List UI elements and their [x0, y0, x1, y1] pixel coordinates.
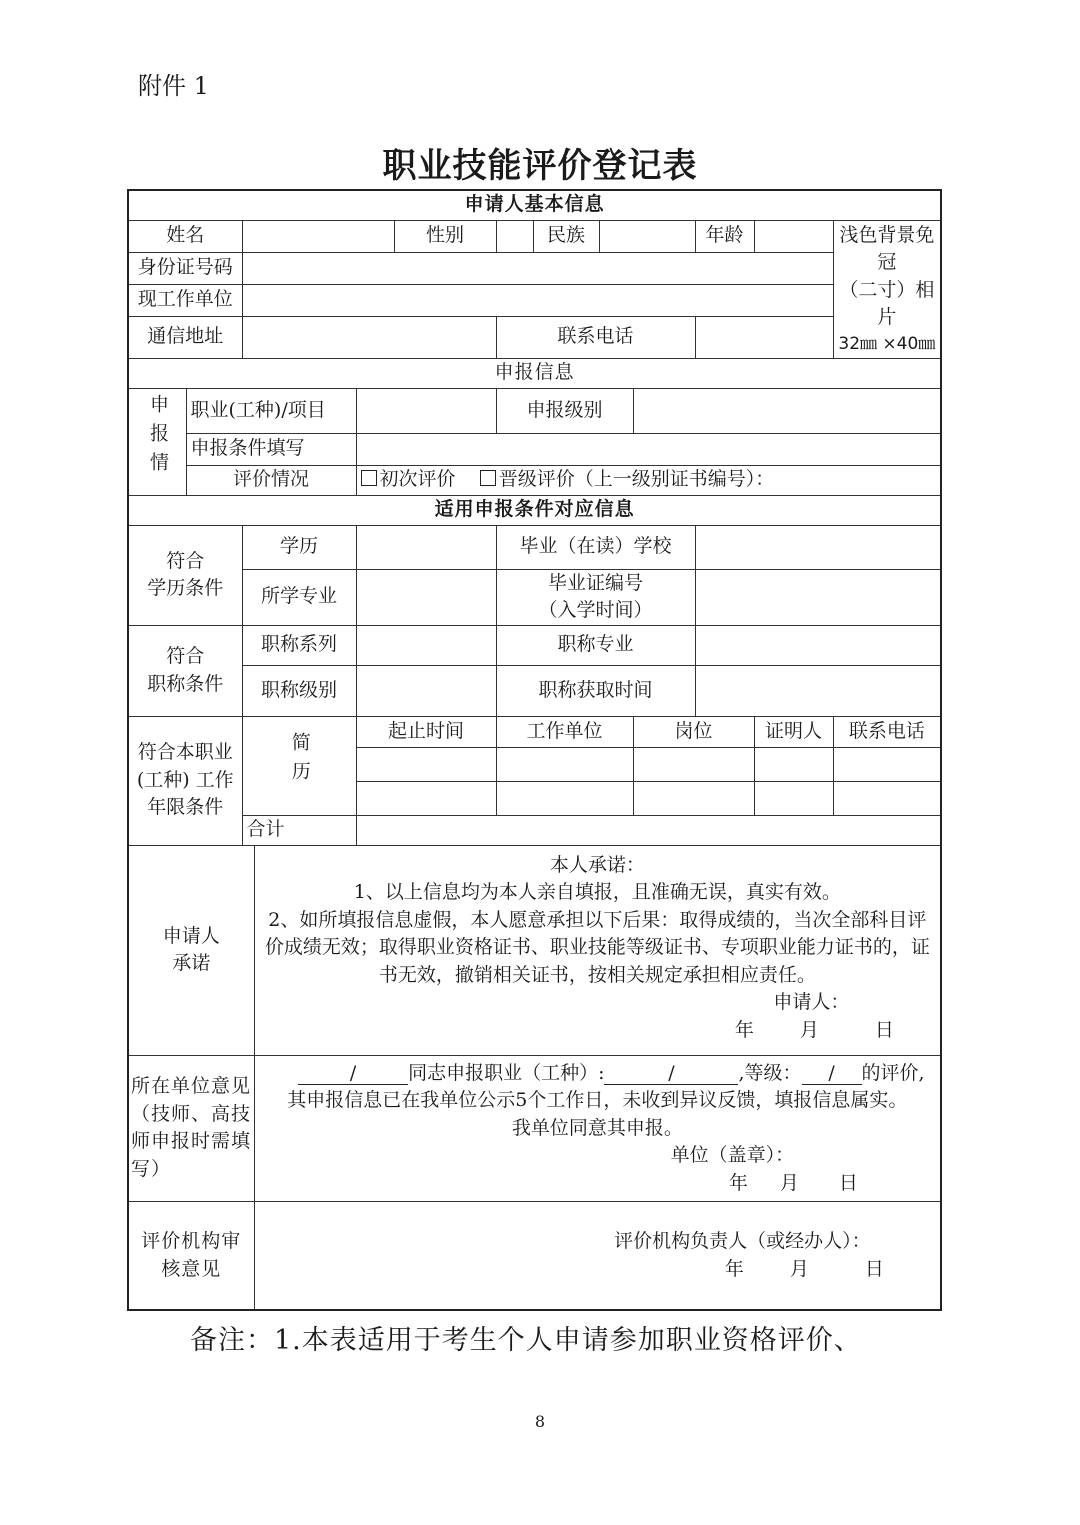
work-group-label: 符合本职业 (工种) 工作 年限条件 [128, 716, 242, 845]
pledge-heading: 本人承诺： [549, 853, 645, 876]
upgrade-eval-checkbox[interactable]: 晋级评价（上一级别证书编号）： [480, 468, 775, 490]
employer-label: 现工作单位 [128, 284, 242, 316]
work-unit-header: 工作单位 [496, 716, 633, 747]
conditions-field[interactable] [356, 433, 941, 465]
unit-opinion-text-d: 其申报信息已在我单位公示5个工作日，未收到异议反馈，填报信息属实。 [287, 1089, 908, 1112]
name-field[interactable] [242, 220, 394, 252]
contact-phone-cell-2[interactable] [833, 781, 941, 815]
period-cell-1[interactable] [356, 747, 496, 781]
resume-label: 简历 [242, 716, 356, 815]
photo-note-line2: （二寸）相片 [839, 278, 935, 329]
attachment-label: 附件 1 [138, 72, 209, 100]
title-major-label: 职称专业 [496, 625, 695, 665]
unit-opinion-label: 所在单位意见（技师、高技师申报时需填写） [128, 1055, 254, 1202]
diploma-label: 毕业证编号 （入学时间） [496, 569, 695, 625]
pledge-date: 年 月 日 [734, 1018, 894, 1041]
unit-name-blank[interactable]: / [298, 1062, 408, 1086]
address-field[interactable] [242, 316, 496, 358]
gender-label: 性别 [394, 220, 496, 252]
photo-note-line1: 浅色背景免冠 [839, 223, 935, 274]
first-eval-checkbox[interactable]: 初次评价 [361, 468, 456, 490]
title-major-field[interactable] [695, 625, 941, 665]
total-label: 合计 [242, 815, 356, 845]
position-cell-2[interactable] [633, 781, 754, 815]
title-level-field[interactable] [356, 665, 496, 716]
evaluation-label: 评价情况 [186, 465, 356, 495]
ethnicity-field[interactable] [599, 220, 695, 252]
ethnicity-label: 民族 [533, 220, 599, 252]
section-conditions: 适用申报条件对应信息 [128, 495, 941, 525]
unit-opinion-block: / 同志申报职业（工种）: / ,等级： / 的评价, 其申报信息已在我单位公示5个工作日，未收到异议反馈，填报信息属实。 我单位同意其申报。 单位（盖章）： 年 月 日 [254, 1055, 941, 1202]
pledge-item-2: 2、如所填报信息虚假，本人愿意承担以下后果：取得成绩的，当次全部科目评价成绩无效；取得职业资格证书、职业技能等级证书、专项职业能力证书的，证书无效，撤销相关证书，按相关规定承担相应责任。 [264, 908, 930, 986]
occupation-blank[interactable]: / [604, 1062, 738, 1086]
education-label: 学历 [242, 525, 356, 569]
age-label: 年龄 [695, 220, 754, 252]
review-date: 年 月 日 [724, 1257, 884, 1280]
contact-phone-header: 联系电话 [833, 716, 941, 747]
diploma-field[interactable] [695, 569, 941, 625]
conditions-label: 申报条件填写 [186, 433, 356, 465]
title-series-field[interactable] [356, 625, 496, 665]
level-label: 申报级别 [496, 388, 633, 433]
name-label: 姓名 [128, 220, 242, 252]
footnote: 备注：1.本表适用于考生个人申请参加职业资格评价、 [190, 1325, 862, 1356]
work-unit-cell-1[interactable] [496, 747, 633, 781]
gender-field[interactable] [496, 220, 533, 252]
school-label: 毕业（在读）学校 [496, 525, 695, 569]
id-number-label: 身份证号码 [128, 252, 242, 284]
form-title: 职业技能评价登记表 [382, 146, 698, 186]
period-cell-2[interactable] [356, 781, 496, 815]
contact-phone-cell-1[interactable] [833, 747, 941, 781]
title-series-label: 职称系列 [242, 625, 356, 665]
occupation-field[interactable] [356, 388, 496, 433]
title-level-label: 职称级别 [242, 665, 356, 716]
title-group-label: 符合 职称条件 [128, 625, 242, 716]
occupation-label: 职业(工种)/项目 [186, 388, 356, 433]
period-header: 起止时间 [356, 716, 496, 747]
school-field[interactable] [695, 525, 941, 569]
position-cell-1[interactable] [633, 747, 754, 781]
witness-header: 证明人 [754, 716, 833, 747]
pledge-item-1: 1、以上信息均为本人亲自填报，且准确无误，真实有效。 [353, 881, 841, 904]
registration-form [127, 189, 940, 1306]
phone-field[interactable] [695, 316, 833, 358]
major-label: 所学专业 [242, 569, 356, 625]
grade-blank[interactable]: / [802, 1062, 862, 1086]
unit-opinion-text-e: 我单位同意其申报。 [511, 1116, 683, 1139]
pledge-block [254, 845, 941, 1055]
total-field[interactable] [356, 815, 941, 845]
witness-cell-1[interactable] [754, 747, 833, 781]
evaluation-options [356, 465, 941, 495]
age-field[interactable] [754, 220, 833, 252]
phone-label: 联系电话 [496, 316, 695, 358]
form-table [127, 189, 942, 1311]
section-basic-info: 申请人基本信息 [128, 190, 941, 220]
id-number-field[interactable] [242, 252, 833, 284]
photo-box[interactable] [833, 220, 941, 358]
review-officer: 评价机构负责人（或经办人）： [614, 1230, 871, 1253]
address-label: 通信地址 [128, 316, 242, 358]
unit-seal: 单位（盖章）： [670, 1144, 795, 1167]
position-header: 岗位 [633, 716, 754, 747]
employer-field[interactable] [242, 284, 833, 316]
education-field[interactable] [356, 525, 496, 569]
major-field[interactable] [356, 569, 496, 625]
pledge-signer: 申请人： [773, 991, 850, 1014]
title-time-field[interactable] [695, 665, 941, 716]
review-label: 评价机构审 核意见 [128, 1202, 254, 1310]
work-unit-cell-2[interactable] [496, 781, 633, 815]
page-number: 8 [534, 1412, 546, 1431]
pledge-label: 申请人 承诺 [128, 845, 254, 1055]
title-time-label: 职称获取时间 [496, 665, 695, 716]
witness-cell-2[interactable] [754, 781, 833, 815]
photo-note-line3: 32㎜ ×40㎜ [838, 333, 936, 354]
review-block [254, 1202, 941, 1310]
level-field[interactable] [633, 388, 941, 433]
education-group-label: 符合 学历条件 [128, 525, 242, 625]
unit-date: 年 月 日 [728, 1171, 858, 1194]
section-application: 申报信息 [128, 358, 941, 388]
application-side-label: 申报情 [128, 388, 186, 495]
